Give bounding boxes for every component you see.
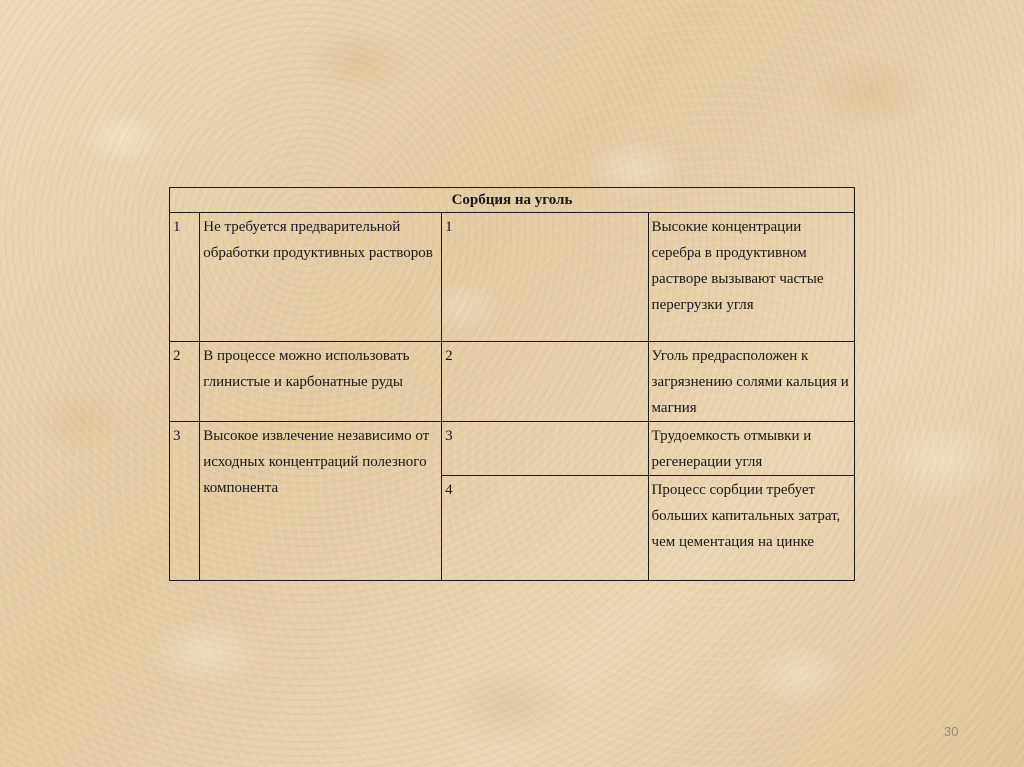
disadvantage-text: Процесс сорбции требует больших капитальных затрат, чем цементация на цинке xyxy=(648,476,854,581)
advantage-number: 1 xyxy=(170,213,200,342)
disadvantage-number: 4 xyxy=(442,476,648,581)
disadvantage-number: 1 xyxy=(442,213,648,342)
disadvantage-number: 3 xyxy=(442,422,648,476)
advantage-number: 2 xyxy=(170,342,200,422)
page-number: 30 xyxy=(944,724,959,739)
table-row xyxy=(170,422,855,476)
table-header-row xyxy=(170,188,855,213)
sorption-table xyxy=(169,187,855,581)
table-row xyxy=(170,342,855,422)
disadvantage-text: Трудоемкость отмывки и регенерации угля xyxy=(648,422,854,476)
disadvantage-text: Высокие концентрации серебра в продуктивном растворе вызывают частые перегрузки угля xyxy=(648,213,854,342)
disadvantage-text: Уголь предрасположен к загрязнению солями кальция и магния xyxy=(648,342,854,422)
table-row xyxy=(170,213,855,342)
advantage-text: В процессе можно использовать глинистые и карбонатные руды xyxy=(200,342,442,422)
table-title: Сорбция на уголь xyxy=(170,188,855,213)
advantage-text: Не требуется предварительной обработки продуктивных растворов xyxy=(200,213,442,342)
disadvantage-number: 2 xyxy=(442,342,648,422)
advantage-text: Высокое извлечение независимо от исходных концентраций полезного компонента xyxy=(200,422,442,581)
advantage-number: 3 xyxy=(170,422,200,581)
